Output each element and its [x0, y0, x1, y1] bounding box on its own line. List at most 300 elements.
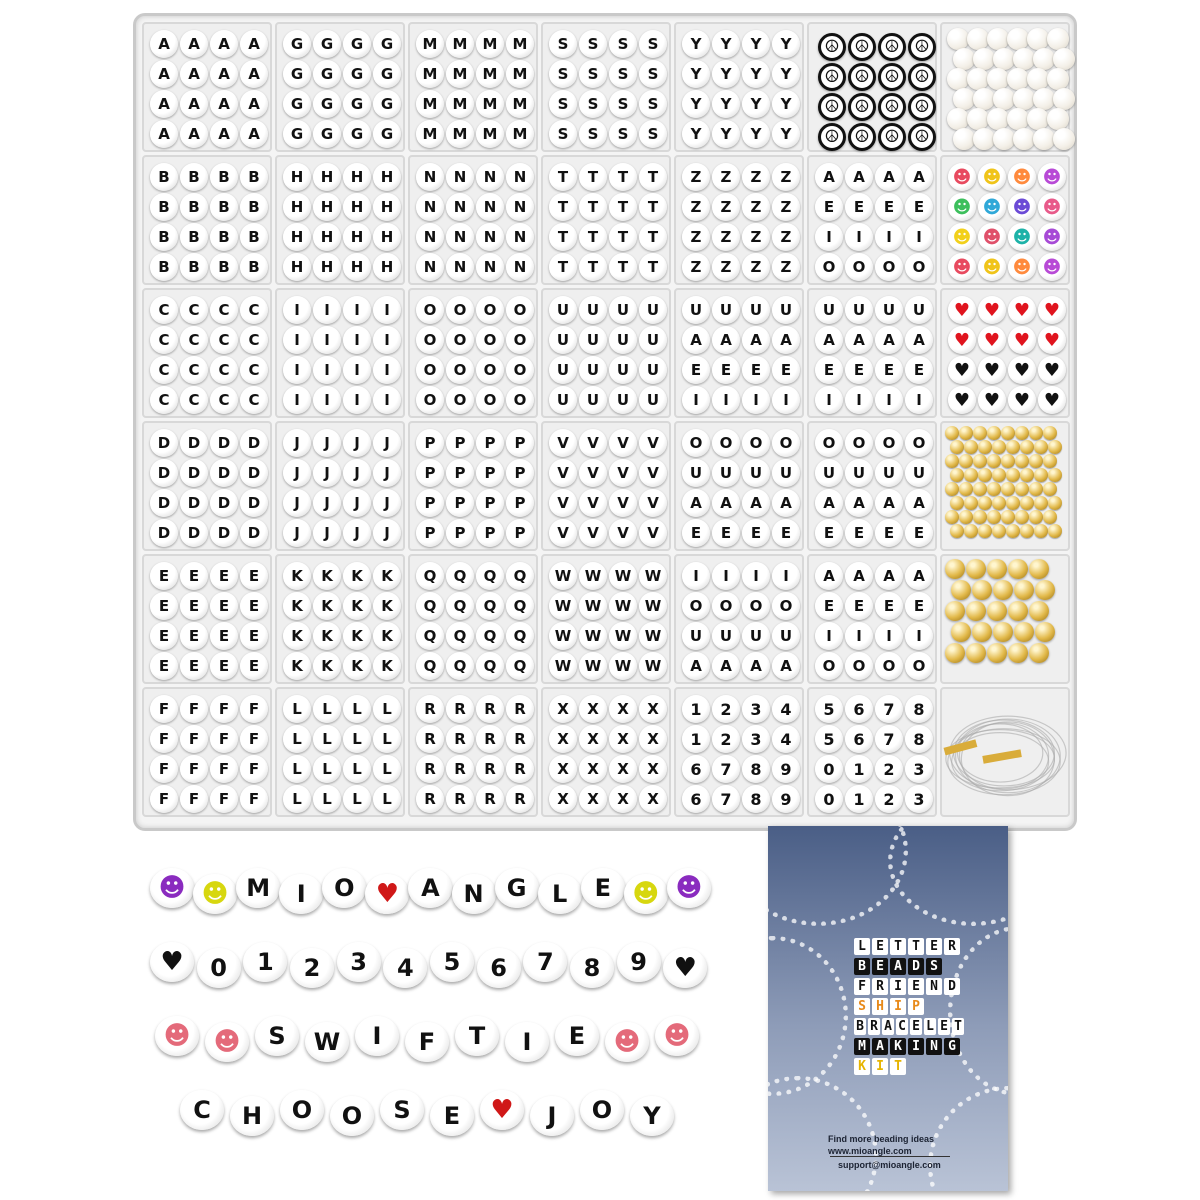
letter-bead: H — [373, 223, 401, 251]
peace-icon: ☮ — [908, 123, 936, 151]
letter-bead: O — [506, 386, 534, 414]
gold-bead — [964, 468, 978, 482]
letter-bead: S — [579, 120, 607, 148]
letter-compartment-G — [275, 22, 405, 152]
strip-choose-joy — [150, 1090, 710, 1142]
letter-bead: S — [579, 30, 607, 58]
letter-bead: I — [742, 386, 770, 414]
letter-bead: W — [579, 622, 607, 650]
pearl-bead — [973, 48, 995, 70]
booklet-title-letter: I — [872, 1058, 888, 1075]
letter-bead: I — [712, 386, 740, 414]
letter-bead: U — [772, 296, 800, 324]
letter-bead: I — [313, 356, 341, 384]
letter-bead: O — [416, 326, 444, 354]
letter-bead: K — [373, 622, 401, 650]
number-bead: 9 — [772, 785, 800, 813]
gold-bead — [945, 426, 959, 440]
letter-bead: O — [905, 652, 933, 680]
letter-bead: D — [150, 459, 178, 487]
smiley-bead-compartment — [940, 155, 1070, 285]
number-bead: 9 — [772, 755, 800, 783]
letter-bead: X — [609, 695, 637, 723]
booklet-title-letter: R — [868, 1018, 880, 1035]
letter-compartment-X — [541, 687, 671, 817]
letter-bead: Q — [506, 562, 534, 590]
booklet-title-letter: A — [890, 958, 906, 975]
letter-bead: I — [815, 386, 843, 414]
letter-bead: A — [845, 562, 873, 590]
gold-bead — [1006, 468, 1020, 482]
pearl-bead — [1033, 128, 1055, 150]
letter-bead: Y — [630, 1096, 674, 1136]
letter-bead: V — [639, 489, 667, 517]
letter-bead: D — [210, 519, 238, 547]
letter-bead: O — [815, 652, 843, 680]
letter-bead: O — [416, 296, 444, 324]
gold-bead — [951, 622, 971, 642]
letter-bead: M — [416, 30, 444, 58]
gold-bead — [950, 440, 964, 454]
letter-bead: E — [772, 356, 800, 384]
booklet-title-letter: A — [872, 1038, 888, 1055]
pearl-bead — [973, 128, 995, 150]
booklet-bracelet-decoration — [768, 826, 908, 926]
letter-bead: W — [609, 622, 637, 650]
letter-bead: U — [549, 296, 577, 324]
letter-bead: F — [210, 725, 238, 753]
letter-bead: I — [283, 356, 311, 384]
letter-bead: E — [210, 652, 238, 680]
letter-bead: T — [609, 193, 637, 221]
gold-bead — [1043, 454, 1057, 468]
instruction-booklet — [768, 826, 1008, 1191]
letter-bead: E — [210, 622, 238, 650]
letter-bead: C — [240, 356, 268, 384]
letter-bead: A — [210, 120, 238, 148]
letter-bead: E — [180, 562, 208, 590]
pearl-bead — [953, 88, 975, 110]
letter-bead: M — [416, 90, 444, 118]
pearl-bead — [967, 28, 989, 50]
letter-bead: L — [373, 695, 401, 723]
letter-compartment-E — [142, 554, 272, 684]
gold-bead — [966, 601, 986, 621]
letter-bead: S — [579, 60, 607, 88]
letter-bead: E — [180, 652, 208, 680]
letter-bead: E — [815, 356, 843, 384]
peace-icon: ☮ — [908, 33, 936, 61]
letter-bead: T — [639, 253, 667, 281]
heart-icon: ♥ — [1038, 326, 1066, 354]
booklet-title — [854, 938, 964, 1078]
letter-bead: K — [283, 562, 311, 590]
letter-bead: W — [549, 622, 577, 650]
letter-bead: O — [322, 868, 366, 908]
letter-bead: U — [609, 326, 637, 354]
letter-bead: Z — [772, 163, 800, 191]
bead-organizer-box — [133, 13, 1077, 831]
letter-bead: T — [639, 193, 667, 221]
letter-bead: 4 — [383, 948, 427, 988]
letter-bead: J — [343, 459, 371, 487]
letter-bead: O — [772, 592, 800, 620]
peace-icon: ☮ — [848, 63, 876, 91]
letter-bead: U — [875, 459, 903, 487]
letter-bead: D — [150, 429, 178, 457]
letter-bead: U — [815, 296, 843, 324]
letter-bead: H — [373, 253, 401, 281]
letter-bead: N — [416, 253, 444, 281]
peace-icon: ☮ — [818, 63, 846, 91]
letter-bead: 9 — [617, 942, 661, 982]
letter-bead: Y — [742, 90, 770, 118]
letter-bead: G — [313, 90, 341, 118]
letter-bead: N — [452, 874, 496, 914]
number-compartment — [807, 687, 937, 817]
pearl-bead-compartment — [940, 22, 1070, 152]
heart-icon: ♥ — [1008, 296, 1036, 324]
letter-bead: O — [330, 1096, 374, 1136]
letter-bead: E — [772, 519, 800, 547]
gold-bead — [973, 426, 987, 440]
letter-bead: O — [815, 253, 843, 281]
letter-bead: C — [180, 356, 208, 384]
vowel-compartment — [807, 421, 937, 551]
letter-compartment-O — [408, 288, 538, 418]
pearl-bead — [1047, 28, 1069, 50]
pearl-bead — [947, 28, 969, 50]
booklet-title-letter: T — [952, 1018, 964, 1035]
booklet-footer-url: www.mioangle.com — [828, 1146, 912, 1156]
smiley-icon: ☻ — [1038, 223, 1066, 251]
letter-bead: 6 — [477, 948, 521, 988]
booklet-title-letter: E — [938, 1018, 950, 1035]
letter-bead: U — [905, 459, 933, 487]
letter-bead: E — [905, 519, 933, 547]
letter-bead: V — [639, 459, 667, 487]
letter-bead: Z — [682, 223, 710, 251]
letter-bead: L — [343, 725, 371, 753]
letter-bead: Z — [682, 253, 710, 281]
peace-icon: ☮ — [908, 63, 936, 91]
letter-bead: E — [845, 356, 873, 384]
gold-bead — [973, 454, 987, 468]
letter-bead: U — [845, 296, 873, 324]
pearl-bead — [1033, 88, 1055, 110]
letter-bead: E — [150, 562, 178, 590]
pearl-bead — [1033, 48, 1055, 70]
letter-bead: E — [150, 652, 178, 680]
letter-bead: D — [180, 489, 208, 517]
letter-bead: D — [150, 489, 178, 517]
letter-bead: M — [446, 120, 474, 148]
letter-bead: O — [742, 429, 770, 457]
letter-bead: L — [373, 785, 401, 813]
letter-bead: D — [240, 429, 268, 457]
letter-bead: A — [180, 60, 208, 88]
letter-bead: P — [476, 429, 504, 457]
letter-bead: I — [905, 386, 933, 414]
letter-bead: U — [742, 296, 770, 324]
letter-bead: P — [446, 429, 474, 457]
letter-bead: W — [579, 652, 607, 680]
pearl-bead — [1027, 68, 1049, 90]
letter-bead: E — [815, 592, 843, 620]
letter-bead: E — [210, 562, 238, 590]
letter-bead: K — [373, 562, 401, 590]
pearl-bead — [953, 128, 975, 150]
letter-bead: E — [905, 592, 933, 620]
letter-bead: F — [150, 785, 178, 813]
letter-bead: M — [446, 30, 474, 58]
booklet-title-letter: G — [944, 1038, 960, 1055]
number-bead: 7 — [712, 755, 740, 783]
letter-bead: Y — [772, 30, 800, 58]
number-bead: 0 — [815, 785, 843, 813]
gold-bead — [978, 440, 992, 454]
letter-bead: B — [180, 163, 208, 191]
letter-bead: E — [581, 868, 625, 908]
letter-bead: N — [506, 253, 534, 281]
letter-bead: I — [682, 386, 710, 414]
letter-bead: O — [772, 429, 800, 457]
gold-bead — [987, 559, 1007, 579]
gold-bead — [1020, 468, 1034, 482]
number-bead: 8 — [905, 695, 933, 723]
letter-bead: I — [343, 386, 371, 414]
letter-bead: I — [283, 296, 311, 324]
letter-bead: W — [579, 562, 607, 590]
letter-bead: G — [313, 60, 341, 88]
letter-bead: E — [712, 356, 740, 384]
letter-bead: E — [240, 592, 268, 620]
letter-bead: F — [240, 785, 268, 813]
letter-bead: W — [549, 562, 577, 590]
letter-bead: N — [416, 193, 444, 221]
number-bead: 3 — [905, 755, 933, 783]
heart-icon: ♥ — [1038, 356, 1066, 384]
letter-compartment-L — [275, 687, 405, 817]
number-bead: 1 — [682, 725, 710, 753]
letter-bead: X — [639, 725, 667, 753]
booklet-title-letter: I — [890, 998, 906, 1015]
letter-bead: I — [343, 356, 371, 384]
letter-bead: V — [609, 489, 637, 517]
letter-bead: U — [639, 326, 667, 354]
letter-compartment-F — [142, 687, 272, 817]
letter-bead: A — [815, 163, 843, 191]
letter-bead: U — [772, 459, 800, 487]
pearl-bead — [1007, 68, 1029, 90]
letter-bead: O — [682, 592, 710, 620]
letter-bead: T — [639, 163, 667, 191]
gold-bead — [1006, 440, 1020, 454]
booklet-title-letter: I — [890, 978, 906, 995]
letter-bead: G — [373, 60, 401, 88]
gold-bead — [959, 482, 973, 496]
letter-bead: N — [446, 193, 474, 221]
letter-bead: B — [240, 193, 268, 221]
letter-bead: W — [609, 562, 637, 590]
gold-bead — [945, 454, 959, 468]
letter-compartment-I — [275, 288, 405, 418]
letter-bead: X — [549, 755, 577, 783]
booklet-title-letter: C — [896, 1018, 908, 1035]
letter-bead: I — [875, 622, 903, 650]
gold-bead — [993, 580, 1013, 600]
letter-bead: M — [476, 60, 504, 88]
letter-bead: I — [343, 296, 371, 324]
letter-bead: A — [875, 326, 903, 354]
letter-bead: C — [150, 356, 178, 384]
booklet-title-letter: B — [854, 1018, 866, 1035]
letter-bead: E — [875, 592, 903, 620]
letter-bead: O — [845, 253, 873, 281]
gold-bead — [1029, 454, 1043, 468]
letter-bead: A — [180, 30, 208, 58]
letter-bead: Y — [742, 120, 770, 148]
gold-bead — [987, 601, 1007, 621]
letter-bead: V — [639, 429, 667, 457]
letter-bead: N — [446, 163, 474, 191]
letter-bead: K — [313, 622, 341, 650]
letter-bead: O — [446, 326, 474, 354]
letter-bead: N — [416, 163, 444, 191]
letter-bead: J — [373, 489, 401, 517]
letter-bead: B — [150, 163, 178, 191]
letter-bead: F — [150, 695, 178, 723]
gold-bead — [1029, 482, 1043, 496]
peace-bead-compartment — [807, 22, 937, 152]
letter-bead: U — [742, 459, 770, 487]
letter-bead: F — [180, 755, 208, 783]
letter-bead: U — [549, 356, 577, 384]
smiley-icon: ☻ — [1008, 193, 1036, 221]
number-bead: 1 — [845, 785, 873, 813]
vowel-compartment — [807, 155, 937, 285]
letter-bead: I — [845, 223, 873, 251]
letter-bead: C — [210, 356, 238, 384]
peace-icon: ☮ — [908, 93, 936, 121]
heart-icon: ♥ — [663, 948, 707, 988]
letter-bead: G — [283, 90, 311, 118]
booklet-footer-line: Find more beading ideas — [828, 1134, 935, 1144]
letter-bead: P — [446, 459, 474, 487]
letter-bead: R — [446, 725, 474, 753]
booklet-title-line — [854, 998, 964, 1015]
letter-bead: M — [506, 120, 534, 148]
booklet-title-line — [854, 958, 964, 975]
gold-bead — [1015, 510, 1029, 524]
letter-bead: E — [815, 519, 843, 547]
letter-bead: I — [283, 386, 311, 414]
letter-bead: Y — [712, 90, 740, 118]
heart-icon: ♥ — [1008, 386, 1036, 414]
letter-bead: H — [283, 253, 311, 281]
letter-bead: X — [579, 785, 607, 813]
letter-bead: A — [845, 326, 873, 354]
letter-bead: T — [579, 223, 607, 251]
letter-bead: A — [845, 489, 873, 517]
letter-bead: O — [712, 592, 740, 620]
letter-bead: A — [240, 90, 268, 118]
letter-bead: V — [579, 429, 607, 457]
number-bead: 4 — [772, 725, 800, 753]
letter-bead: I — [355, 1016, 399, 1056]
letter-bead: Z — [712, 163, 740, 191]
letter-bead: Q — [416, 562, 444, 590]
letter-bead: Q — [506, 652, 534, 680]
letter-bead: I — [875, 386, 903, 414]
number-bead: 2 — [712, 725, 740, 753]
letter-bead: O — [506, 356, 534, 384]
letter-bead: X — [639, 755, 667, 783]
letter-bead: R — [476, 725, 504, 753]
letter-bead: H — [343, 193, 371, 221]
letter-bead: U — [682, 622, 710, 650]
number-bead: 3 — [905, 785, 933, 813]
letter-bead: I — [373, 326, 401, 354]
letter-bead: I — [682, 562, 710, 590]
letter-bead: U — [549, 326, 577, 354]
pearl-bead — [987, 108, 1009, 130]
letter-bead: W — [639, 652, 667, 680]
letter-bead: J — [313, 429, 341, 457]
letter-bead: K — [343, 592, 371, 620]
letter-bead: T — [579, 163, 607, 191]
booklet-title-letter: L — [854, 938, 870, 955]
letter-bead: J — [373, 429, 401, 457]
letter-bead: U — [712, 459, 740, 487]
letter-bead: F — [210, 755, 238, 783]
letter-bead: C — [150, 296, 178, 324]
large-gold-bead-compartment — [940, 554, 1070, 684]
number-bead: 8 — [742, 785, 770, 813]
letter-bead: E — [875, 193, 903, 221]
smiley-icon: ☻ — [978, 253, 1006, 281]
gold-bead — [1029, 510, 1043, 524]
letter-bead: D — [240, 489, 268, 517]
booklet-title-letter: F — [854, 978, 870, 995]
letter-bead: P — [416, 519, 444, 547]
letter-bead: M — [506, 90, 534, 118]
gold-bead — [973, 482, 987, 496]
letter-bead: A — [712, 326, 740, 354]
booklet-title-line — [854, 1018, 964, 1035]
letter-bead: N — [476, 163, 504, 191]
letter-bead: J — [343, 519, 371, 547]
smiley-icon: ☻ — [1038, 193, 1066, 221]
letter-bead: W — [609, 592, 637, 620]
letter-compartment-T — [541, 155, 671, 285]
letter-bead: F — [210, 785, 238, 813]
letter-bead: T — [579, 193, 607, 221]
letter-bead: Y — [712, 30, 740, 58]
gold-bead — [945, 643, 965, 663]
vowel-compartment — [807, 554, 937, 684]
letter-bead: V — [609, 459, 637, 487]
letter-bead: G — [495, 868, 539, 908]
booklet-title-letter: A — [882, 1018, 894, 1035]
letter-bead: Q — [506, 622, 534, 650]
pearl-bead — [1027, 108, 1049, 130]
gold-bead — [964, 440, 978, 454]
letter-bead: B — [240, 163, 268, 191]
booklet-title-letter: E — [910, 1018, 922, 1035]
gold-bead — [992, 468, 1006, 482]
letter-bead: Q — [476, 652, 504, 680]
